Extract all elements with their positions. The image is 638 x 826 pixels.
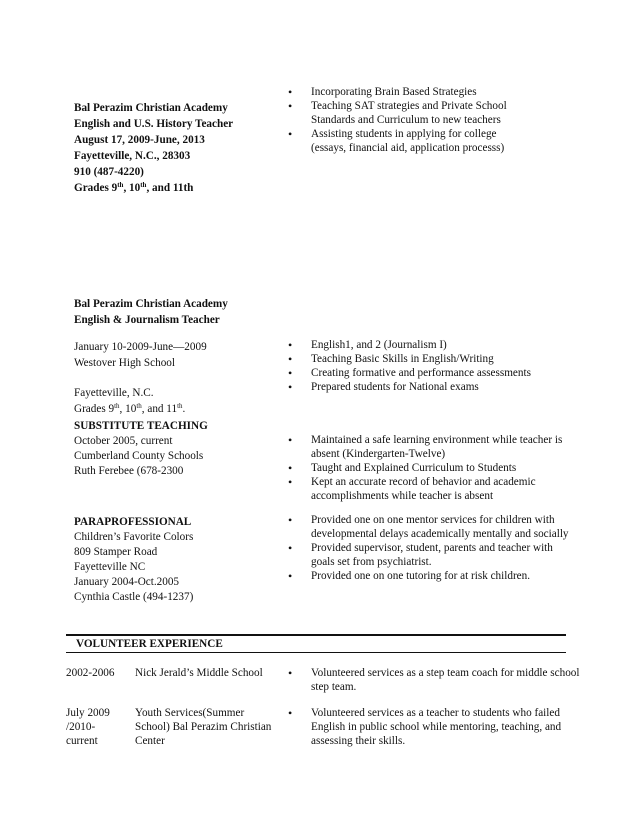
para-city: Fayetteville NC bbox=[74, 561, 146, 573]
para-org: Children’s Favorite Colors bbox=[74, 531, 194, 543]
volunteer-years: July 2009 /2010- current bbox=[66, 707, 110, 747]
volunteer-org: Youth Services(Summer School) Bal Perazim Christian Center bbox=[135, 707, 272, 747]
list-item: • Provided supervisor, student, parents and teacher with goals set from psychiatrist. bbox=[288, 541, 569, 569]
substitute-dates: October 2005, current bbox=[74, 435, 173, 447]
bpca2-title: English & Journalism Teacher bbox=[74, 314, 220, 326]
bpca1-phone: 910 (487-4220) bbox=[74, 166, 144, 178]
list-item: • Provided one on one mentor services for children with developmental delays academically mentally and socially bbox=[288, 513, 569, 541]
substitute-info bbox=[74, 419, 208, 478]
list-item: • Assisting students in applying for college (essays, financial aid, application processs) bbox=[288, 127, 507, 155]
para-bullets bbox=[288, 513, 569, 583]
list-item: • Volunteered services as a teacher to students who failed English in public school while mentoring, teaching, and assessing their skills. bbox=[288, 706, 561, 748]
list-item: • Taught and Explained Curriculum to Students bbox=[288, 461, 562, 475]
bpca1-bullets bbox=[288, 85, 507, 155]
bpca1-title: English and U.S. History Teacher bbox=[74, 118, 234, 130]
substitute-org: Cumberland County Schools bbox=[74, 450, 204, 462]
bpca1-grades: Grades 9th, 10th, and 11th bbox=[74, 181, 194, 194]
bpca2-school: Bal Perazim Christian Academy bbox=[74, 298, 228, 310]
westover-school: Westover High School bbox=[74, 357, 176, 369]
para-info bbox=[74, 515, 193, 604]
volunteer-org: Nick Jerald’s Middle School bbox=[135, 667, 263, 679]
substitute-bullets bbox=[288, 433, 562, 503]
para-dates: January 2004-Oct.2005 bbox=[74, 576, 180, 588]
bpca1-school: Bal Perazim Christian Academy bbox=[74, 102, 228, 114]
list-item: • Creating formative and performance assessments bbox=[288, 366, 531, 380]
substitute-heading: SUBSTITUTE TEACHING bbox=[74, 420, 208, 432]
volunteer-years: 2002-2006 bbox=[66, 667, 115, 679]
para-street: 809 Stamper Road bbox=[74, 546, 158, 558]
list-item: • Teaching Basic Skills in English/Writing bbox=[288, 352, 531, 366]
para-contact: Cynthia Castle (494-1237) bbox=[74, 591, 194, 603]
list-item: • Kept an accurate record of behavior and academic accomplishments while teacher is absent bbox=[288, 475, 562, 503]
volunteer-desc bbox=[288, 666, 580, 694]
bpca1-dates: August 17, 2009-June, 2013 bbox=[74, 134, 205, 146]
list-item: • Provided one on one tutoring for at risk children. bbox=[288, 569, 569, 583]
bpca1-location: Fayetteville, N.C., 28303 bbox=[74, 150, 191, 162]
westover-dates: January 10-2009-June—2009 bbox=[74, 341, 207, 353]
list-item: • Prepared students for National exams bbox=[288, 380, 531, 394]
para-heading: PARAPROFESSIONAL bbox=[74, 516, 192, 528]
volunteer-heading: VOLUNTEER EXPERIENCE bbox=[76, 638, 223, 650]
westover-info bbox=[74, 340, 207, 416]
bpca2-info bbox=[74, 297, 228, 327]
substitute-contact: Ruth Ferebee (678-2300 bbox=[74, 465, 184, 477]
westover-grades: Grades 9th, 10th, and 11th. bbox=[74, 402, 186, 415]
list-item: • Volunteered services as a step team coach for middle school step team. bbox=[288, 666, 580, 694]
volunteer-top-rule bbox=[66, 634, 566, 636]
list-item: • Teaching SAT strategies and Private School Standards and Curriculum to new teachers bbox=[288, 99, 507, 127]
list-item: • Incorporating Brain Based Strategies bbox=[288, 85, 507, 99]
westover-bullets bbox=[288, 338, 531, 394]
list-item: • English1, and 2 (Journalism I) bbox=[288, 338, 531, 352]
westover-location: Fayetteville, N.C. bbox=[74, 387, 154, 399]
volunteer-bottom-rule bbox=[66, 652, 566, 653]
list-item: • Maintained a safe learning environment while teacher is absent (Kindergarten-Twelve) bbox=[288, 433, 562, 461]
volunteer-desc bbox=[288, 706, 561, 748]
bpca1-info bbox=[74, 101, 233, 195]
